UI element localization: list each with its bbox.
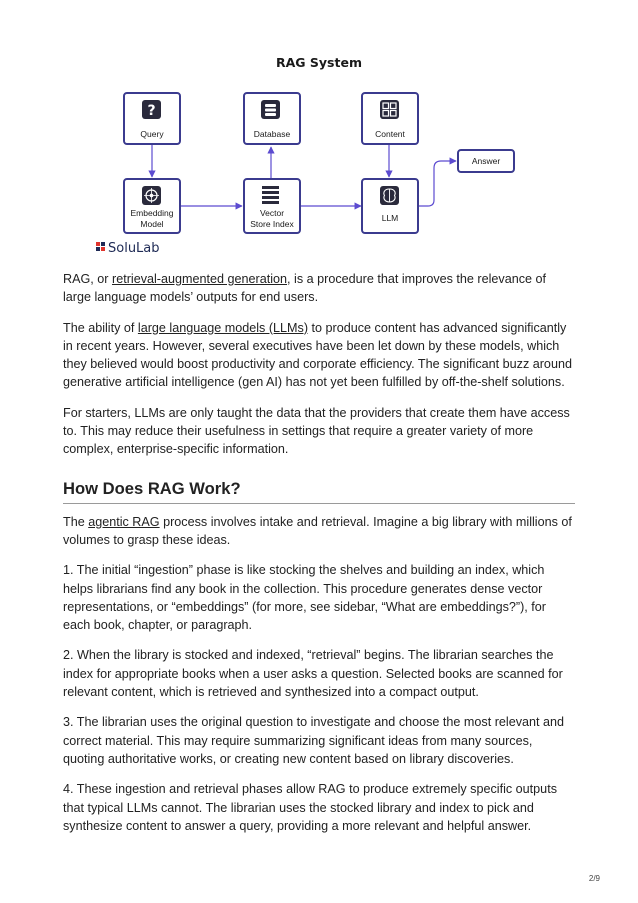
content-icon xyxy=(380,100,399,119)
node-embedding-label-1: Embedding xyxy=(130,208,174,218)
node-vector-label-1: Vector xyxy=(259,208,285,218)
node-answer-label: Answer xyxy=(471,156,501,166)
paragraph-step-3: 3. The librarian uses the original question to investigate and choose the most relevant and correct material. This may require summarizing significant ideas from many sources, quoting authoritative works, or creating new content based on library discoveries. xyxy=(63,715,565,766)
link-retrieval-augmented-generation[interactable]: retrieval-augmented generation xyxy=(112,272,288,286)
node-llm xyxy=(362,179,418,233)
node-vector-store-index xyxy=(244,179,300,233)
page-number: 2/9 xyxy=(588,874,600,883)
link-agentic-rag[interactable]: agentic RAG xyxy=(88,514,160,529)
node-content-label: Content xyxy=(375,129,405,139)
node-answer xyxy=(458,150,514,172)
paragraph-rag-intro: RAG, or retrieval-augmented generation, is a procedure that improves the relevance of large language models’ outputs for end users. xyxy=(63,272,547,305)
paragraph-for-starters: For starters, LLMs are only taught the data that the providers that create them have access to. This may reduce their usefulness in settings that require a greater variety of more complex, enterprise-specific information. xyxy=(63,405,570,457)
solulab-logo xyxy=(96,241,160,256)
paragraph-step-4: 4. These ingestion and retrieval phases allow RAG to produce extremely specific outputs that typical LLMs cannot. The librarian uses the stocked library and index to pick and synthesize content to answer a query, providing a more relevant and helpful answer. xyxy=(63,782,557,833)
paragraph-agentic-rag: The agentic RAG process involves intake and retrieval. Imagine a big library with millions of volumes to grasp these ideas. xyxy=(63,514,572,547)
solulab-logo-icon xyxy=(96,242,105,251)
rag-system-diagram xyxy=(0,0,638,265)
node-database-label: Database xyxy=(253,129,291,139)
embedding-icon xyxy=(142,186,161,205)
diagram-title: RAG System xyxy=(276,55,362,70)
question-icon xyxy=(142,100,161,119)
node-embedding-label-2: Model xyxy=(140,219,164,229)
link-large-language-models[interactable]: large language models (LLMs) xyxy=(137,320,309,335)
edge-llm-answer xyxy=(418,161,456,206)
paragraph-step-2: 2. When the library is stocked and indexed, “retrieval” begins. The librarian searches the index for appropriate books when a user asks a question. Selected books are scanned for relevant content, which is retrieved and synthesized into a compact output. xyxy=(63,648,563,700)
node-llm-label: LLM xyxy=(381,213,399,223)
node-vector-label-2: Store Index xyxy=(250,219,294,229)
node-database xyxy=(244,93,300,144)
llm-icon xyxy=(380,186,399,205)
database-icon xyxy=(261,100,280,119)
node-embedding-model xyxy=(124,179,180,233)
node-query xyxy=(124,93,180,144)
article-body xyxy=(63,270,575,847)
node-content xyxy=(362,93,418,144)
node-query-label: Query xyxy=(140,129,164,139)
paragraph-llm-ability: The ability of large language models (LLMs) to produce content has advanced significantly in recent years. However, several executives have been let down by these models, which they believed would boost productivity and corporate efficiency. The significant buzz around generative artificial intelligence (gen AI) has not yet been fulfilled by off-the-shelf solutions. xyxy=(63,320,572,390)
paragraph-step-1: 1. The initial “ingestion” phase is like stocking the shelves and building an index, which helps librarians find any book in the collection. This procedure generates dense vector representations, or “embeddings” (for more, see sidebar, “What are embeddings?”), for each book, chapter, or paragraph. xyxy=(63,563,546,633)
solulab-logo-text: SoluLab xyxy=(108,241,160,256)
question-icon-glyph: ? xyxy=(147,103,156,119)
heading-how-rag-works: How Does RAG Work? xyxy=(63,479,575,504)
